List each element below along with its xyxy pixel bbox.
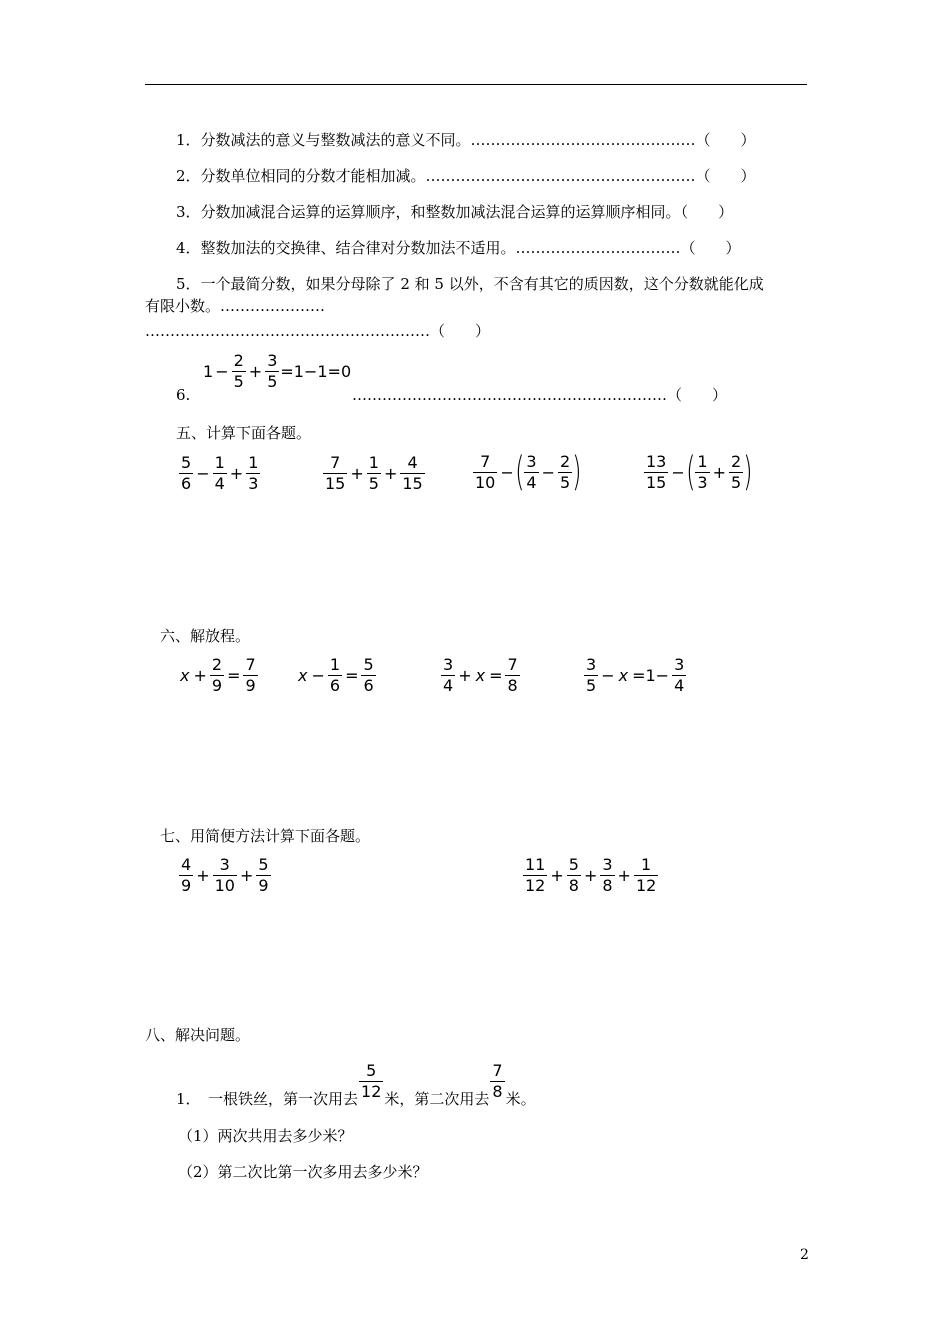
section-7-title <box>160 826 370 846</box>
fraction <box>729 451 743 492</box>
math-operator: − <box>601 666 615 685</box>
math-operator: + <box>196 866 210 885</box>
equals-sign: =1− <box>632 666 670 685</box>
numerator: 1 <box>248 453 259 472</box>
variable: x <box>618 666 629 685</box>
judgement-question-5-line2 <box>145 296 325 316</box>
section-title: 六、解放程。 <box>160 627 251 645</box>
math-operator: + <box>712 462 726 482</box>
sub-question-1 <box>178 1126 353 1146</box>
left-parenthesis: ( <box>685 449 696 495</box>
fraction <box>210 657 224 694</box>
sub-question-text: （1）两次共用去多少米？ <box>178 1127 353 1145</box>
math-operator: + <box>383 464 398 483</box>
denominator: 6 <box>181 474 192 493</box>
numerator: 13 <box>646 451 667 471</box>
s6-equation-4 <box>583 657 687 694</box>
numerator: 11 <box>525 855 546 874</box>
math-result: =1−1=0 <box>280 362 352 381</box>
judgement-question-5-line3 <box>145 321 490 341</box>
fraction <box>441 657 455 694</box>
page-number: 2 <box>800 1247 809 1263</box>
math-operator: − <box>311 666 325 685</box>
denominator: 15 <box>646 472 667 492</box>
denominator: 6 <box>329 676 341 695</box>
fraction <box>323 455 347 492</box>
right-parenthesis: ) <box>572 449 582 495</box>
question-number: 6. <box>176 386 191 404</box>
answer-bracket[interactable]: （ ） <box>430 322 491 340</box>
numerator: 3 <box>602 855 613 874</box>
numerator: 4 <box>181 855 192 874</box>
numerator: 1 <box>329 655 341 674</box>
fraction <box>584 657 598 694</box>
denominator: 15 <box>325 474 346 493</box>
denominator: 3 <box>697 472 708 492</box>
equals-sign: = <box>227 666 241 685</box>
denominator: 15 <box>402 474 423 493</box>
section-8-title <box>145 1025 250 1045</box>
q6-expression <box>203 353 351 390</box>
section-title: 五、计算下面各题。 <box>176 424 312 442</box>
numerator: 3 <box>443 655 454 674</box>
section-title: 八、解决问题。 <box>145 1026 251 1044</box>
s5-expression-4 <box>643 449 753 495</box>
numerator: 1 <box>697 451 708 471</box>
fraction <box>567 857 581 894</box>
judgement-question-6-label <box>176 385 190 405</box>
math-operator: − <box>541 462 555 482</box>
q6-leader <box>352 385 727 405</box>
fraction <box>558 451 572 492</box>
denominator: 5 <box>586 676 597 695</box>
math-operator: − <box>671 462 685 482</box>
fraction <box>243 657 257 694</box>
denominator: 6 <box>363 676 374 695</box>
judgement-question-5-line1 <box>176 274 764 294</box>
s7-expression-1 <box>178 857 272 894</box>
numerator: 5 <box>258 855 269 874</box>
numerator: 3 <box>674 655 685 674</box>
variable: x <box>298 666 308 685</box>
numerator: 5 <box>181 453 192 472</box>
variable: x <box>475 666 486 685</box>
equals-sign: = <box>345 666 359 685</box>
denominator: 5 <box>368 474 379 493</box>
dot-leader: ………………………………………………… <box>145 322 430 340</box>
numerator: 7 <box>245 655 256 674</box>
denominator: 9 <box>245 676 256 695</box>
denominator: 5 <box>267 372 278 391</box>
fraction <box>600 857 614 894</box>
fraction <box>179 455 193 492</box>
math-operator: − <box>215 362 229 381</box>
math-operator: + <box>458 666 472 685</box>
s5-expression-1 <box>178 455 261 492</box>
math-operator: + <box>350 464 364 483</box>
denominator: 4 <box>526 472 537 492</box>
numerator: 7 <box>330 453 341 472</box>
fraction <box>505 657 519 694</box>
variable: x <box>180 666 190 685</box>
fraction <box>367 455 381 492</box>
denominator: 5 <box>233 372 244 391</box>
fraction <box>328 657 342 694</box>
denominator: 8 <box>507 676 518 695</box>
fraction <box>359 1063 383 1100</box>
fraction <box>490 1063 504 1100</box>
numerator: 1 <box>641 855 652 874</box>
math-operator: + <box>248 362 263 381</box>
section-6-title <box>160 626 250 646</box>
math-operator: + <box>550 866 564 885</box>
section-title: 七、用简便方法计算下面各题。 <box>160 827 371 845</box>
question-text: 4．整数加法的交换律、结合律对分数加法不适用。…………………………… <box>176 239 681 257</box>
numerator: 4 <box>407 453 418 472</box>
denominator: 8 <box>568 876 579 895</box>
fraction <box>179 857 193 894</box>
denominator: 12 <box>361 1082 382 1101</box>
problem-text: 1． 一根铁丝，第一次用去 <box>176 1090 359 1108</box>
numerator: 3 <box>526 451 537 471</box>
numerator: 5 <box>366 1061 377 1080</box>
sub-question-2 <box>178 1162 428 1182</box>
numerator: 7 <box>492 1061 503 1080</box>
denominator: 4 <box>214 474 225 493</box>
s6-equation-1 <box>178 657 259 694</box>
denominator: 10 <box>475 472 496 492</box>
s7-expression-2 <box>522 857 659 894</box>
judgement-question-4 <box>176 238 741 258</box>
math-operator: − <box>196 464 210 483</box>
denominator: 4 <box>443 676 454 695</box>
numerator: 3 <box>219 855 230 874</box>
numerator: 2 <box>730 451 742 471</box>
numerator: 3 <box>267 351 278 370</box>
header-rule <box>145 84 807 85</box>
answer-bracket[interactable]: （ ） <box>680 239 741 257</box>
denominator: 10 <box>214 876 235 895</box>
question-text: 有限小数。………………… <box>145 297 326 315</box>
math-operator: + <box>229 464 244 483</box>
numerator: 5 <box>568 855 579 874</box>
s6-equation-2 <box>296 657 377 694</box>
denominator: 4 <box>674 676 685 695</box>
answer-bracket[interactable]: （ ） <box>695 167 756 185</box>
s6-equation-3 <box>440 657 521 694</box>
numerator: 7 <box>480 451 491 471</box>
problem-text: 米，第二次用去 <box>384 1090 490 1108</box>
denominator: 9 <box>258 876 269 895</box>
denominator: 5 <box>559 472 571 492</box>
fraction <box>634 857 658 894</box>
judgement-question-3 <box>176 202 733 222</box>
answer-bracket[interactable]: （ ） <box>695 131 756 149</box>
fraction <box>213 857 237 894</box>
fraction <box>524 451 538 492</box>
equals-sign: = <box>489 666 503 685</box>
fraction <box>523 857 547 894</box>
problem-text: 米。 <box>505 1090 536 1108</box>
left-parenthesis: ( <box>514 449 525 495</box>
judgement-question-1 <box>176 130 756 150</box>
fraction <box>265 353 279 390</box>
denominator: 12 <box>635 876 657 895</box>
fraction <box>246 455 260 492</box>
judgement-question-2 <box>176 166 756 186</box>
s5-expression-2 <box>322 455 426 492</box>
denominator: 8 <box>492 1082 503 1101</box>
fraction <box>232 353 246 390</box>
math-operator: + <box>239 866 254 885</box>
denominator: 3 <box>248 474 259 493</box>
sub-question-text: （2）第二次比第一次多用去多少米？ <box>178 1163 428 1181</box>
fraction <box>473 451 497 492</box>
fraction <box>361 657 375 694</box>
fraction <box>400 455 424 492</box>
denominator: 9 <box>181 876 192 895</box>
answer-bracket[interactable]: （ ） <box>667 386 728 404</box>
dot-leader: ……………………………………………………… <box>352 386 667 404</box>
question-text: 5．一个最简分数，如果分母除了 2 和 5 以外，不含有其它的质因数，这个分数就能化成 <box>176 275 764 293</box>
math-number: 1 <box>203 362 214 381</box>
problem-1 <box>176 1054 536 1109</box>
fraction <box>256 857 270 894</box>
numerator: 5 <box>363 655 374 674</box>
question-text: 2．分数单位相同的分数才能相加减。……………………………………………… <box>176 167 696 185</box>
math-operator: + <box>617 866 631 885</box>
math-operator: + <box>193 666 207 685</box>
denominator: 5 <box>730 472 742 492</box>
fraction <box>644 451 668 492</box>
denominator: 12 <box>525 876 546 895</box>
denominator: 8 <box>602 876 613 895</box>
numerator: 3 <box>586 655 597 674</box>
fraction <box>213 455 227 492</box>
right-parenthesis: ) <box>743 449 753 495</box>
fraction <box>695 451 709 492</box>
fraction <box>672 657 686 694</box>
question-text: 3．分数加减混合运算的运算顺序，和整数加减法混合运算的运算顺序相同。 <box>176 203 681 221</box>
denominator: 9 <box>211 676 223 695</box>
question-text: 1．分数减法的意义与整数减法的意义不同。……………………………………… <box>176 131 696 149</box>
numerator: 1 <box>214 453 225 472</box>
numerator: 7 <box>507 655 518 674</box>
s5-expression-3 <box>472 449 582 495</box>
section-5-title <box>176 423 311 443</box>
numerator: 2 <box>233 351 244 370</box>
numerator: 2 <box>559 451 571 471</box>
answer-bracket[interactable]: （ ） <box>680 203 734 221</box>
math-operator: − <box>500 462 514 482</box>
math-operator: + <box>583 866 598 885</box>
numerator: 1 <box>368 453 379 472</box>
numerator: 2 <box>211 655 223 674</box>
